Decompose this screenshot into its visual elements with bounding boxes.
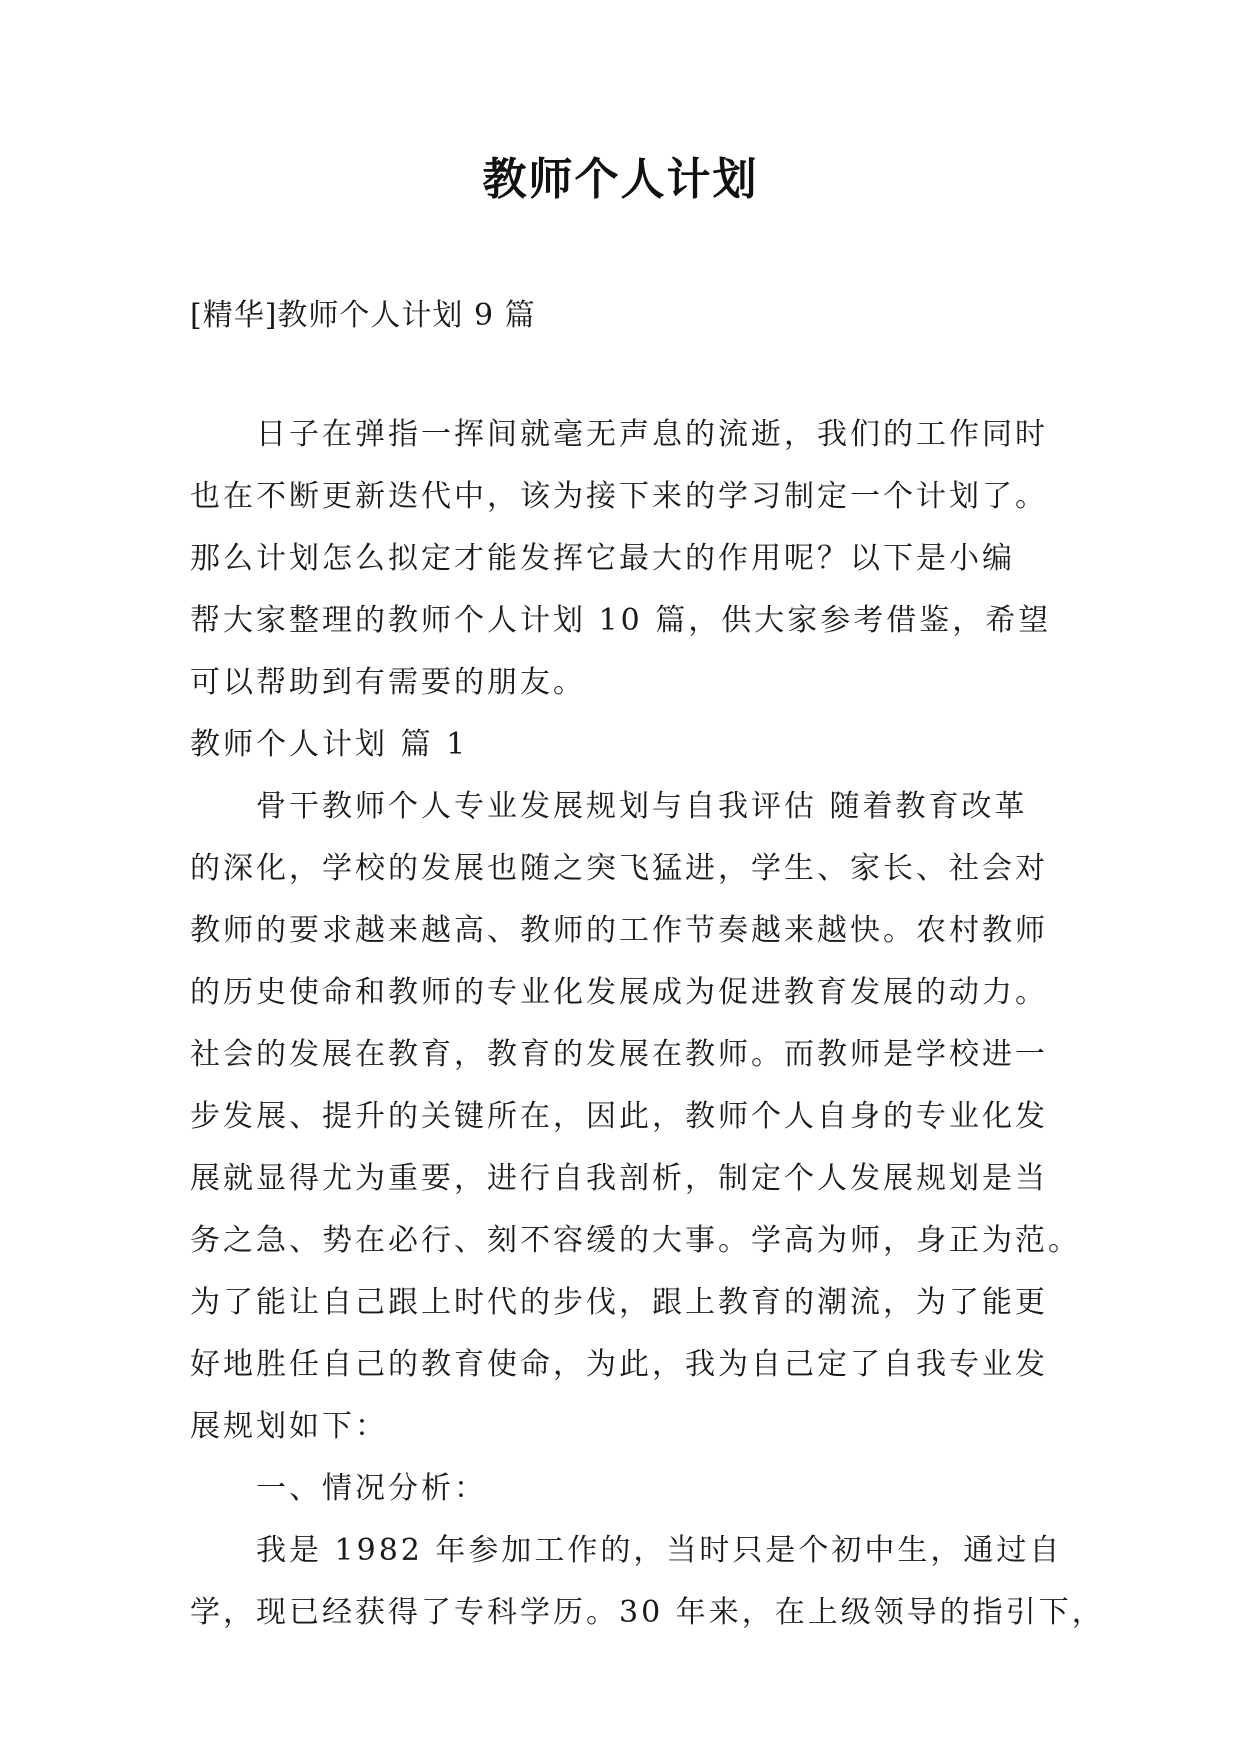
paragraph-line: 展规划如下： <box>190 1409 388 1444</box>
document-body <box>190 286 1105 1644</box>
paragraph-line: 好地胜任自己的教育使命，为此，我为自己定了自我专业发 <box>190 1347 1048 1382</box>
paragraph-line: 展就显得尤为重要，进行自我剖析，制定个人发展规划是当 <box>190 1161 1048 1196</box>
subsection-heading: 一、情况分析： <box>256 1471 487 1506</box>
paragraph-line: 可以帮助到有需要的朋友。 <box>190 665 586 700</box>
paragraph-line: 学，现已经获得了专科学历。30 年来，在上级领导的指引下， <box>190 1595 1105 1630</box>
paragraph-line: 的深化，学校的发展也随之突飞猛进，学生、家长、社会对 <box>190 851 1048 886</box>
paragraph-line: 的历史使命和教师的专业化发展成为促进教育发展的动力。 <box>190 975 1048 1010</box>
paragraph-line: 我是 1982 年参加工作的，当时只是个初中生，通过自 <box>256 1533 1063 1568</box>
paragraph-line: 那么计划怎么拟定才能发挥它最大的作用呢？以下是小编 <box>190 541 1015 576</box>
document-subtitle: [精华]教师个人计划 9 篇 <box>190 298 536 333</box>
paragraph-line: 骨干教师个人专业发展规划与自我评估 随着教育改革 <box>256 789 1028 824</box>
paragraph-line: 帮大家整理的教师个人计划 10 篇，供大家参考借鉴，希望 <box>190 603 1052 638</box>
paragraph-line: 务之急、势在必行、刻不容缓的大事。学高为师，身正为范。 <box>190 1223 1081 1258</box>
paragraph-line: 社会的发展在教育，教育的发展在教师。而教师是学校进一 <box>190 1037 1048 1072</box>
paragraph-line: 也在不断更新迭代中，该为接下来的学习制定一个计划了。 <box>190 479 1048 514</box>
paragraph-line: 教师的要求越来越高、教师的工作节奏越来越快。农村教师 <box>190 913 1048 948</box>
section-heading: 教师个人计划 篇 1 <box>190 727 469 762</box>
paragraph-line: 日子在弹指一挥间就毫无声息的流逝，我们的工作同时 <box>256 417 1048 452</box>
paragraph-line: 步发展、提升的关键所在，因此，教师个人自身的专业化发 <box>190 1099 1048 1134</box>
document-title: 教师个人计划 <box>482 154 759 205</box>
paragraph-line: 为了能让自己跟上时代的步伐，跟上教育的潮流，为了能更 <box>190 1285 1048 1320</box>
